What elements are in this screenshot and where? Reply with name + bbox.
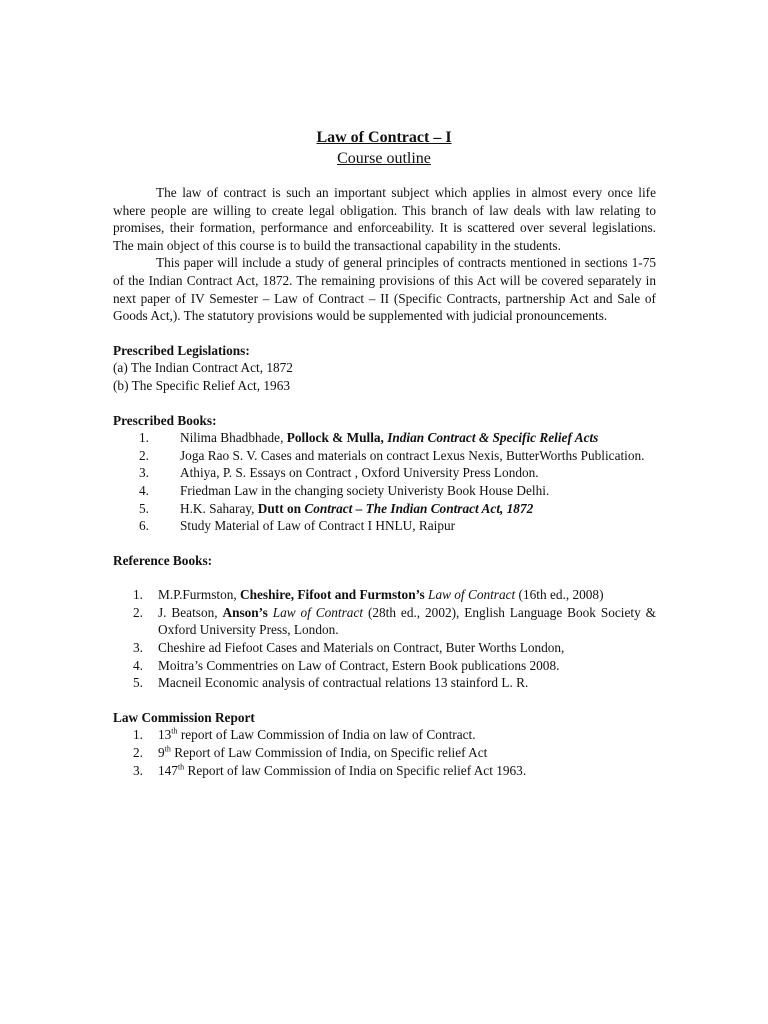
- item-text: Macneil Economic analysis of contractual relations 13 stainford L. R.: [158, 675, 529, 691]
- lcr-list: [113, 726, 656, 779]
- item-text: Study Material of Law of Contract I HNLU, Raipur: [180, 518, 456, 534]
- item-text: J. Beatson,: [158, 604, 223, 620]
- legislation-item: (b) The Specific Relief Act, 1963: [113, 377, 290, 393]
- item-number: 3.: [133, 640, 143, 656]
- list-item: [113, 604, 656, 639]
- item-number: 2.: [139, 447, 149, 463]
- item-text: Nilima Bhadbhade,: [180, 430, 287, 446]
- item-number: 4.: [133, 657, 143, 673]
- item-text: Joga Rao S. V. Cases and materials on contract Lexus Nexis, ButterWorths Publication.: [180, 447, 645, 463]
- list-item: [113, 500, 656, 518]
- item-number: 1.: [139, 430, 149, 446]
- legislations-heading: Prescribed Legislations:: [113, 342, 250, 358]
- document-subtitle: Course outline: [337, 150, 431, 167]
- item-bold: Cheshire, Fifoot and Furmston’s: [240, 587, 429, 603]
- list-item: [113, 657, 656, 675]
- item-bold-italic: Contract – The Indian Contract Act, 1872: [304, 500, 534, 516]
- item-italic: Law of Contract: [272, 604, 364, 620]
- item-text: Moitra’s Commentries on Law of Contract, Estern Book publications 2008.: [158, 657, 560, 673]
- item-text: Friedman Law in the changing society Univeristy Book House Delhi.: [180, 482, 550, 498]
- document-title: Law of Contract – I: [316, 129, 452, 146]
- ordinal-suffix: th: [177, 762, 185, 772]
- ordinal-suffix: th: [164, 744, 171, 754]
- item-text-post: (28th ed., 2002), English Language Book Society & Oxford University Press, London.: [158, 604, 656, 638]
- law-commission-section: [113, 709, 656, 779]
- item-bold: Anson’s: [222, 604, 273, 620]
- item-text-post: report of Law Commission of India on law of Contract.: [177, 727, 476, 743]
- document-body: [113, 184, 656, 779]
- item-number: 6.: [139, 518, 149, 534]
- prescribed-legislations-section: [113, 342, 656, 395]
- refs-heading: Reference Books:: [113, 552, 213, 568]
- item-text: 13: [158, 727, 172, 743]
- list-item: [113, 482, 656, 500]
- item-number: 3.: [133, 762, 143, 778]
- item-number: 2.: [133, 604, 143, 620]
- item-text: Cheshire ad Fiefoot Cases and Materials on Contract, Buter Worths London,: [158, 640, 565, 656]
- list-item: [113, 464, 656, 482]
- list-item: [113, 744, 656, 762]
- reference-books-section: [113, 552, 656, 692]
- books-list: [113, 429, 656, 535]
- ordinal-suffix: th: [171, 727, 178, 737]
- books-heading: Prescribed Books:: [113, 412, 217, 428]
- item-text: 147: [158, 762, 178, 778]
- item-text: 9: [158, 745, 165, 761]
- item-text-post: Report of law Commission of India on Specific relief Act 1963.: [184, 762, 527, 778]
- item-number: 2.: [133, 745, 143, 761]
- prescribed-books-section: [113, 412, 656, 535]
- item-bold-italic: Indian Contract & Specific Relief Acts: [387, 430, 599, 446]
- item-bold: Pollock & Mulla,: [286, 430, 388, 446]
- list-item: [113, 639, 656, 657]
- scope-paragraph: This paper will include a study of general principles of contracts mentioned in sections 1-75 of the Indian Contract Act, 1872. The remaining provisions of this Act will be covered separately in next paper of IV Semester – Law of Contract – II (Specific Contracts, partnership Act and Sale of Goods Act,). The statutory provisions would be supplemented with judicial pronouncements.: [113, 255, 656, 324]
- lcr-heading: Law Commission Report: [113, 709, 255, 725]
- intro-paragraph: The law of contract is such an important subject which applies in almost every once life where people are willing to create legal obligation. This branch of law deals with law relating to promises, their formation, performance and enforceability. It is scattered over several legislations. The main object of this course is to build the transactional capability in the students.: [113, 185, 656, 253]
- item-text-post: (16th ed., 2008): [515, 587, 604, 603]
- item-number: 3.: [139, 465, 149, 481]
- item-number: 4.: [139, 482, 149, 498]
- item-number: 5.: [133, 675, 143, 691]
- title-block: [0, 127, 768, 169]
- item-text: H.K. Saharay,: [180, 500, 258, 516]
- item-number: 5.: [139, 500, 149, 516]
- item-text-post: Report of Law Commission of India, on Specific relief Act: [170, 745, 488, 761]
- list-item: [113, 586, 656, 604]
- refs-list: [113, 586, 656, 692]
- list-item: [113, 517, 656, 535]
- item-bold: Dutt on: [257, 500, 305, 516]
- list-item: [113, 447, 656, 465]
- list-item: [113, 762, 656, 780]
- item-text: Athiya, P. S. Essays on Contract , Oxford University Press London.: [180, 465, 539, 481]
- list-item: [113, 429, 656, 447]
- item-number: 1.: [133, 727, 143, 743]
- list-item: [113, 726, 656, 744]
- item-number: 1.: [133, 587, 143, 603]
- list-item: [113, 674, 656, 692]
- item-italic: Law of Contract: [428, 587, 516, 603]
- item-text: M.P.Furmston,: [158, 587, 241, 603]
- legislation-item: (a) The Indian Contract Act, 1872: [113, 360, 293, 376]
